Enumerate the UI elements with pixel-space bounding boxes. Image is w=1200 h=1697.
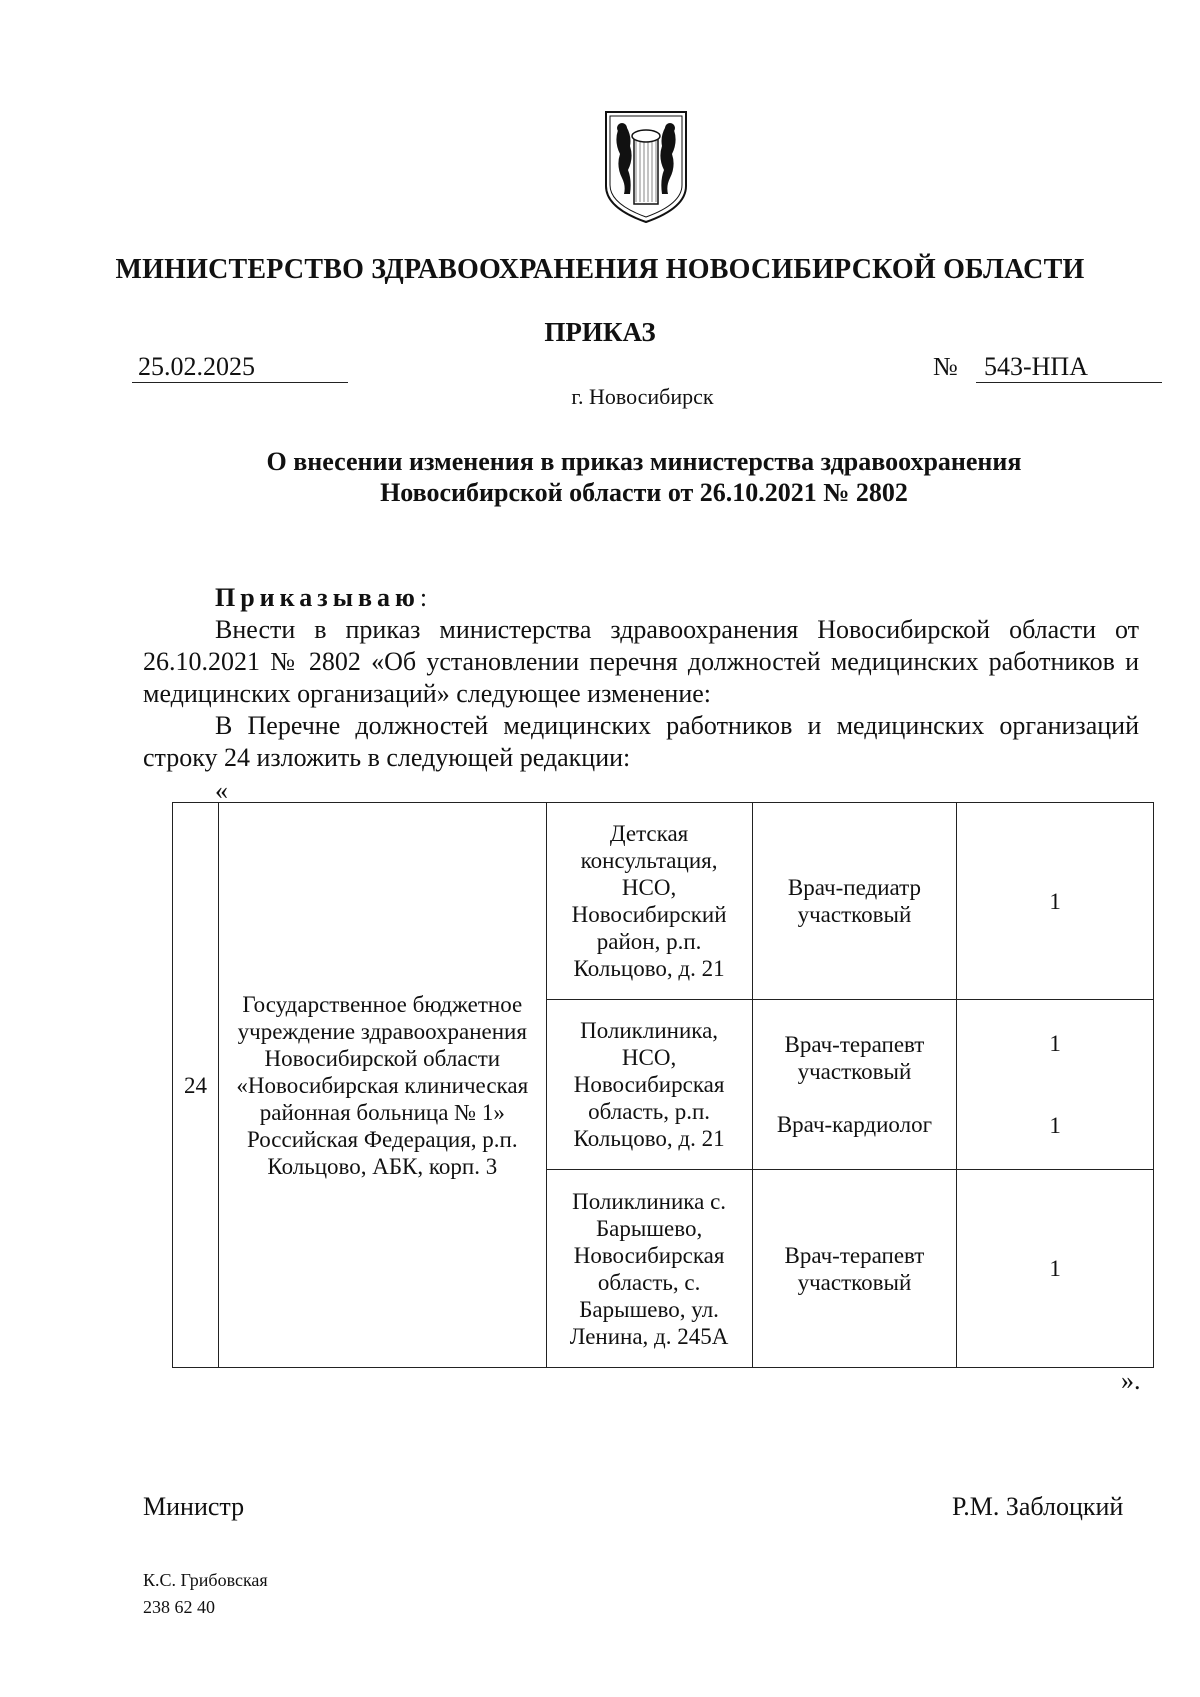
location-cell: Поликлиника с. Барышево, Новосибирская область, с. Барышево, ул. Ленина, д. 245А: [546, 1170, 752, 1368]
coat-of-arms-icon: [600, 108, 692, 224]
count-cell: [957, 1000, 1154, 1170]
city: г. Новосибирск: [571, 384, 714, 409]
executor-info: [143, 1567, 268, 1621]
location-cell: Детская консультация, НСО, Новосибирский район, р.п. Кольцово, д. 21: [546, 803, 752, 1000]
table-row: [173, 803, 1154, 1000]
order-title: [180, 446, 1108, 508]
executor-phone: 238 62 40: [143, 1597, 215, 1617]
count-cell: 1: [957, 1170, 1154, 1368]
order-number: 543-НПА: [976, 352, 1162, 383]
order-title-line-1: О внесении изменения в приказ министерства здравоохранения: [266, 447, 1022, 476]
executor-name: К.С. Грибовская: [143, 1570, 268, 1590]
order-number-label: №: [933, 352, 958, 381]
order-word-line: [143, 582, 1139, 614]
quote-open: «: [215, 776, 228, 805]
ministry-name: МИНИСТЕРСТВО ЗДРАВООХРАНЕНИЯ НОВОСИБИРСКОЙ ОБЛАСТИ: [115, 254, 1085, 285]
quote-close: ».: [1121, 1366, 1141, 1395]
order-word: Приказываю: [215, 583, 420, 612]
location-cell: Поликлиника, НСО, Новосибирская область, р.п. Кольцово, д. 21: [546, 1000, 752, 1170]
position-count: 1: [1049, 1113, 1061, 1138]
paragraph-1: Внести в приказ министерства здравоохранения Новосибирской области от 26.10.2021 № 2802 «Об установлении перечня должностей медицинских работников и медицинских организаций» следующее изменение:: [143, 615, 1139, 708]
position-cell: Врач-педиатр участковый: [752, 803, 957, 1000]
position-title: Врач-терапевт участковый: [784, 1032, 925, 1084]
order-title-line-2: Новосибирской области от 26.10.2021 № 2802: [380, 478, 908, 507]
row-number-cell: 24: [173, 803, 219, 1368]
position-cell: [752, 1000, 957, 1170]
organization-cell: Государственное бюджетное учреждение здравоохранения Новосибирской области «Новосибирская клиническая районная больница № 1» Российская Федерация, р.п. Кольцово, АБК, корп. 3: [218, 803, 546, 1368]
signatory-position: Министр: [143, 1492, 245, 1521]
position-count: 1: [1049, 1031, 1061, 1056]
document-type: ПРИКАЗ: [544, 317, 656, 347]
position-cell: Врач-терапевт участковый: [752, 1170, 957, 1368]
position-title: Врач-кардиолог: [776, 1112, 933, 1137]
order-word-colon: :: [419, 583, 428, 612]
count-cell: 1: [957, 803, 1154, 1000]
signatory-name: Р.М. Заблоцкий: [952, 1492, 1124, 1521]
order-date: 25.02.2025: [132, 352, 348, 383]
positions-table: [172, 802, 1154, 1368]
paragraph-2: В Перечне должностей медицинских работников и медицинских организаций строку 24 изложить в следующей редакции:: [143, 711, 1139, 772]
